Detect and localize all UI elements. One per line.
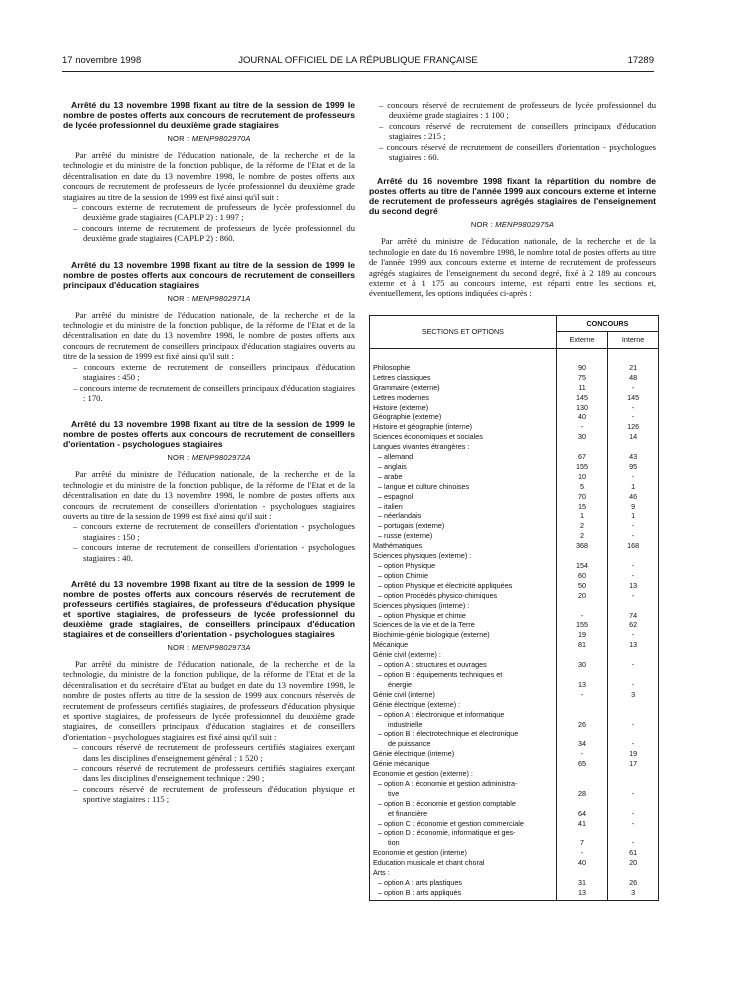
article-5 bbox=[369, 176, 656, 298]
section-label: Arts : bbox=[370, 868, 557, 878]
nor-reference: NOR : MENP9802970A bbox=[167, 134, 251, 143]
table-row bbox=[370, 878, 659, 888]
section-label: et financière bbox=[370, 809, 557, 819]
section-label: – option Physique et électricité appliquées bbox=[370, 581, 557, 591]
interne-value: 26 bbox=[608, 878, 659, 888]
section-label: – option B : arts appliqués bbox=[370, 888, 557, 898]
externe-value: 154 bbox=[556, 561, 607, 571]
list-item: – concours réservé de recrutement de professeurs de lycée professionnel du deuxième grade stagiaires : 1 100 ; bbox=[379, 100, 656, 121]
externe-value: 28 bbox=[556, 789, 607, 799]
externe-value: 26 bbox=[556, 720, 607, 730]
externe-value: 90 bbox=[556, 363, 607, 373]
section-label: – option B : électrotechnique et électronique bbox=[370, 729, 557, 739]
interne-value: 13 bbox=[608, 640, 659, 650]
interne-value: - bbox=[608, 838, 659, 848]
externe-value bbox=[556, 868, 607, 878]
interne-value: 1 bbox=[608, 511, 659, 521]
list-item: – concours réservé de recrutement de professeurs certifiés stagiaires exerçant dans les disciplines d'enseignement technique : 290 ; bbox=[73, 763, 355, 784]
section-label: – néerlandais bbox=[370, 511, 557, 521]
table-row bbox=[370, 660, 659, 670]
externe-value: 50 bbox=[556, 581, 607, 591]
interne-value: 20 bbox=[608, 858, 659, 868]
externe-header: Externe bbox=[556, 331, 607, 348]
section-label: – portugais (externe) bbox=[370, 521, 557, 531]
table-row bbox=[370, 531, 659, 541]
right-column bbox=[369, 100, 656, 901]
section-label: – option Procédés physico-chimiques bbox=[370, 591, 557, 601]
section-label: – option B : équipements techniques et bbox=[370, 670, 557, 680]
interne-value bbox=[608, 650, 659, 660]
table-row bbox=[370, 482, 659, 492]
interne-value bbox=[608, 769, 659, 779]
interne-value: 13 bbox=[608, 581, 659, 591]
table-row bbox=[370, 759, 659, 769]
list-item: – concours externe de recrutement de professeurs de lycée professionnel du deuxième grade stagiaires (CAPLP 2) : 1 997 ; bbox=[73, 202, 355, 223]
externe-value bbox=[556, 601, 607, 611]
section-label: Lettres classiques bbox=[370, 373, 557, 383]
interne-value: 168 bbox=[608, 541, 659, 551]
externe-value: 31 bbox=[556, 878, 607, 888]
externe-value: 19 bbox=[556, 630, 607, 640]
section-label: Grammaire (externe) bbox=[370, 383, 557, 393]
externe-value: 30 bbox=[556, 660, 607, 670]
section-label: Lettres modernes bbox=[370, 393, 557, 403]
interne-value: 17 bbox=[608, 759, 659, 769]
interne-value: - bbox=[608, 680, 659, 690]
section-label: – option A : arts plastiques bbox=[370, 878, 557, 888]
externe-value: - bbox=[556, 422, 607, 432]
table-row bbox=[370, 571, 659, 581]
table-row bbox=[370, 700, 659, 710]
list-item: – concours externe de recrutement de conseillers d'orientation - psychologues stagiaires : 150 ; bbox=[73, 521, 355, 542]
section-label: de puissance bbox=[370, 739, 557, 749]
externe-value bbox=[556, 442, 607, 452]
interne-value bbox=[608, 799, 659, 809]
externe-value: 11 bbox=[556, 383, 607, 393]
interne-value: - bbox=[608, 403, 659, 413]
table-row bbox=[370, 729, 659, 739]
interne-value: - bbox=[608, 630, 659, 640]
externe-value: 60 bbox=[556, 571, 607, 581]
table-row bbox=[370, 442, 659, 452]
externe-value: 1 bbox=[556, 511, 607, 521]
interne-value: - bbox=[608, 561, 659, 571]
table-row bbox=[370, 640, 659, 650]
table-row bbox=[370, 888, 659, 898]
article-title: Arrêté du 13 novembre 1998 fixant au titre de la session de 1999 le nombre de postes offerts aux concours réservés de recrutement de professeurs certifiés stagiaires, de professeurs d'éducation physique et sportive stagiaires, de professeurs de lycée professionnel du deuxième grade stagiaires, de conseillers principaux d'éducation stagiaires et de conseillers d'orientation - psychologues stagiaires bbox=[63, 578, 355, 639]
table-row bbox=[370, 432, 659, 442]
section-label: Génie civil (externe) : bbox=[370, 650, 557, 660]
interne-value: - bbox=[608, 472, 659, 482]
section-label: – allemand bbox=[370, 452, 557, 462]
section-label: Langues vivantes étrangères : bbox=[370, 442, 557, 452]
section-label: Sciences physiques (externe) : bbox=[370, 551, 557, 561]
article-body: Par arrêté du ministre de l'éducation nationale, de la recherche et de la technologie et du ministre de la fonction publique, de la réforme de l'Etat et de la décentralisation en date du 13 novembre 1998, le nombre de postes offerts aux concours de recrutement de professeurs de lycée professionnel du deuxième grade stagiaires au titre de la session de 1999 est fixé ainsi qu'il suit : bbox=[63, 150, 355, 202]
section-label: tive bbox=[370, 789, 557, 799]
externe-value: 130 bbox=[556, 403, 607, 413]
table-row bbox=[370, 363, 659, 373]
header-rule bbox=[62, 71, 654, 72]
interne-value bbox=[608, 729, 659, 739]
interne-value: - bbox=[608, 809, 659, 819]
table-row bbox=[370, 492, 659, 502]
interne-value: - bbox=[608, 819, 659, 829]
section-label: – arabe bbox=[370, 472, 557, 482]
section-label: Sciences de la vie et de la Terre bbox=[370, 620, 557, 630]
table-row bbox=[370, 630, 659, 640]
externe-value: 155 bbox=[556, 620, 607, 630]
externe-value bbox=[556, 729, 607, 739]
externe-value bbox=[556, 670, 607, 680]
section-label: Sciences économiques et sociales bbox=[370, 432, 557, 442]
table-row bbox=[370, 809, 659, 819]
table-row bbox=[370, 591, 659, 601]
externe-value: 145 bbox=[556, 393, 607, 403]
list-item: – concours externe de recrutement de conseillers principaux d'éducation stagiaires : 450 ; bbox=[73, 361, 355, 383]
list-item: – concours réservé de recrutement de conseillers d'orientation - psychologues stagiaires : 60. bbox=[379, 141, 656, 163]
page-header bbox=[62, 55, 654, 69]
table-row bbox=[370, 749, 659, 759]
externe-value: 67 bbox=[556, 452, 607, 462]
externe-value: - bbox=[556, 749, 607, 759]
section-label: – option Chimie bbox=[370, 571, 557, 581]
section-label: – option C : économie et gestion commerciale bbox=[370, 819, 557, 829]
externe-value bbox=[556, 779, 607, 789]
table-header-row bbox=[370, 315, 659, 331]
table-row bbox=[370, 581, 659, 591]
interne-value: 95 bbox=[608, 462, 659, 472]
externe-value: 30 bbox=[556, 432, 607, 442]
interne-value: 74 bbox=[608, 611, 659, 621]
table-row bbox=[370, 789, 659, 799]
table-row bbox=[370, 502, 659, 512]
concours-header: CONCOURS bbox=[556, 315, 658, 331]
nor-reference: NOR : MENP9802972A bbox=[167, 453, 251, 463]
externe-value: 368 bbox=[556, 541, 607, 551]
interne-value bbox=[608, 828, 659, 838]
externe-value: 40 bbox=[556, 412, 607, 422]
interne-value: 21 bbox=[608, 363, 659, 373]
interne-value: 61 bbox=[608, 848, 659, 858]
table-row bbox=[370, 472, 659, 482]
section-label: Economie et gestion (interne) bbox=[370, 848, 557, 858]
section-label: – option A : structures et ouvrages bbox=[370, 660, 557, 670]
externe-value: 15 bbox=[556, 502, 607, 512]
table-row bbox=[370, 779, 659, 789]
section-label: – russe (externe) bbox=[370, 531, 557, 541]
externe-value: 2 bbox=[556, 531, 607, 541]
section-label: – option D : économie, informatique et ges- bbox=[370, 828, 557, 838]
table-row bbox=[370, 670, 659, 680]
table-row bbox=[370, 452, 659, 462]
section-label: Histoire (externe) bbox=[370, 403, 557, 413]
section-label: – option A : électronique et informatique bbox=[370, 710, 557, 720]
externe-value: 13 bbox=[556, 888, 607, 898]
interne-value bbox=[608, 670, 659, 680]
table-row bbox=[370, 739, 659, 749]
section-label: – anglais bbox=[370, 462, 557, 472]
continuation-list bbox=[369, 100, 656, 162]
section-label: Histoire et géographie (interne) bbox=[370, 422, 557, 432]
header-page-number: 17289 bbox=[627, 55, 654, 66]
table-row bbox=[370, 541, 659, 551]
table-row bbox=[370, 720, 659, 730]
table-row bbox=[370, 373, 659, 383]
section-label: Education musicale et chant choral bbox=[370, 858, 557, 868]
table-row bbox=[370, 521, 659, 531]
interne-value: 19 bbox=[608, 749, 659, 759]
interne-value: 9 bbox=[608, 502, 659, 512]
list-item: – concours réservé de recrutement de conseillers principaux d'éducation stagiaires : 215 ; bbox=[379, 120, 656, 142]
sections-table bbox=[369, 315, 659, 901]
externe-value bbox=[556, 799, 607, 809]
interne-value: - bbox=[608, 720, 659, 730]
externe-value: 20 bbox=[556, 591, 607, 601]
table-row bbox=[370, 393, 659, 403]
table-row bbox=[370, 828, 659, 838]
section-label: Philosophie bbox=[370, 363, 557, 373]
section-label: – italien bbox=[370, 502, 557, 512]
table-row bbox=[370, 710, 659, 720]
interne-value bbox=[608, 601, 659, 611]
externe-value: 155 bbox=[556, 462, 607, 472]
section-label: Génie mécanique bbox=[370, 759, 557, 769]
list-item: – concours interne de recrutement de professeurs de lycée professionnel du deuxième grade stagiaires (CAPLP 2) : 860. bbox=[73, 222, 355, 244]
externe-value: 41 bbox=[556, 819, 607, 829]
table-row bbox=[370, 769, 659, 779]
sections-header: SECTIONS ET OPTIONS bbox=[370, 315, 557, 348]
interne-value bbox=[608, 442, 659, 452]
section-label: Sciences physiques (interne) : bbox=[370, 601, 557, 611]
article-title: Arrêté du 13 novembre 1998 fixant au titre de la session de 1999 le nombre de postes offerts aux concours de recrutement de professeurs de lycée professionnel du deuxième grade stagiaires bbox=[63, 100, 355, 130]
externe-value: 5 bbox=[556, 482, 607, 492]
section-label: – option Physique et chimie bbox=[370, 611, 557, 621]
table-row bbox=[370, 650, 659, 660]
article-title: Arrêté du 13 novembre 1998 fixant au titre de la session de 1999 le nombre de postes offerts aux concours de recrutement de conseillers d'orientation - psychologues stagiaires bbox=[63, 419, 355, 450]
externe-value bbox=[556, 551, 607, 561]
nor-reference: NOR : MENP9802971A bbox=[167, 293, 251, 303]
article-3 bbox=[63, 419, 355, 563]
interne-value: - bbox=[608, 789, 659, 799]
section-label: Génie électrique (externe) : bbox=[370, 700, 557, 710]
table-row bbox=[370, 412, 659, 422]
article-2 bbox=[63, 260, 355, 404]
table-row bbox=[370, 868, 659, 878]
externe-value: 64 bbox=[556, 809, 607, 819]
externe-value bbox=[556, 710, 607, 720]
interne-value: 3 bbox=[608, 690, 659, 700]
interne-value: - bbox=[608, 571, 659, 581]
externe-value: 70 bbox=[556, 492, 607, 502]
interne-value bbox=[608, 700, 659, 710]
table-row bbox=[370, 799, 659, 809]
externe-value: 13 bbox=[556, 680, 607, 690]
left-column bbox=[63, 100, 355, 821]
table-row bbox=[370, 611, 659, 621]
article-title: Arrêté du 16 novembre 1998 fixant la répartition du nombre de postes offerts au titre de l'année 1999 aux concours externe et interne de recrutement de professeurs agrégés stagiaires de l'enseignement du second degré bbox=[369, 176, 656, 217]
header-journal-title: JOURNAL OFFICIEL DE LA RÉPUBLIQUE FRANÇAISE bbox=[238, 55, 478, 66]
section-label: Géographie (externe) bbox=[370, 412, 557, 422]
article-body: Par arrêté du ministre de l'éducation nationale, de la recherche et de la technologie et du ministre de la fonction publique, de la réforme de l'Etat et de la décentralisation en date du 13 novembre 1998, le nombre de postes offerts aux concours de recrutement de conseillers d'orientation - psychologues stagiaires ouverts au titre de la session de 1999 est fixé ainsi qu'il suit : bbox=[63, 469, 355, 521]
article-body: Par arrêté du ministre de l'éducation nationale, de la recherche et de la technologie en date du 16 novembre 1998, le nombre total de postes offerts au titre de l'année 1999 aux concours externe et interne de recrutement de professeurs agrégés stagiaires de l'enseignement du second degré, fixé à 2 189 au concours externe et à 1 175 au concours interne, est réparti entre les sections et, éventuellement, les options indiquées ci-après : bbox=[369, 236, 656, 299]
externe-value: 10 bbox=[556, 472, 607, 482]
externe-value: - bbox=[556, 690, 607, 700]
externe-value: 65 bbox=[556, 759, 607, 769]
externe-value: - bbox=[556, 848, 607, 858]
section-label: Biochimie-génie biologique (externe) bbox=[370, 630, 557, 640]
interne-value: 145 bbox=[608, 393, 659, 403]
section-label: – option B : économie et gestion comptable bbox=[370, 799, 557, 809]
interne-value: - bbox=[608, 383, 659, 393]
section-label: énergie bbox=[370, 680, 557, 690]
section-label: Génie électrique (interne) bbox=[370, 749, 557, 759]
table-row bbox=[370, 601, 659, 611]
externe-value bbox=[556, 650, 607, 660]
interne-value: - bbox=[608, 660, 659, 670]
interne-value: 1 bbox=[608, 482, 659, 492]
interne-value bbox=[608, 779, 659, 789]
section-label: Mécanique bbox=[370, 640, 557, 650]
table-row bbox=[370, 511, 659, 521]
section-label: Mathématiques bbox=[370, 541, 557, 551]
list-item: – concours interne de recrutement de conseillers principaux d'éducation stagiaires : 170. bbox=[73, 382, 355, 403]
interne-value: - bbox=[608, 521, 659, 531]
table-row bbox=[370, 858, 659, 868]
article-1 bbox=[63, 100, 355, 244]
table-row bbox=[370, 403, 659, 413]
article-4 bbox=[63, 579, 355, 805]
interne-value bbox=[608, 868, 659, 878]
article-body: Par arrêté du ministre de l'éducation nationale, de la recherche et de la technologie, du ministre de la fonction publique, de la réforme de l'Etat et de la décentralisation et du secrétaire d'Etat au budget en date du 13 novembre 1998, le nombre de postes offerts au titre de la session de 1999 aux concours réservés de recrutement de professeurs certifiés stagiaires, de professeurs d'éducation physique et sportive stagiaires, de professeurs de lycée professionnel du deuxième grade stagiaires, de conseillers principaux d'éducation stagiaires et de conseillers d'orientation - psychologues stagiaires est fixé ainsi qu'il suit : bbox=[63, 658, 355, 742]
nor-reference: NOR : MENP9802975A bbox=[470, 220, 555, 230]
list-item: – concours réservé de recrutement de professeurs d'éducation physique et sportive stagiaires : 115 ; bbox=[73, 783, 355, 805]
externe-value: 75 bbox=[556, 373, 607, 383]
table-row bbox=[370, 819, 659, 829]
section-label: tion bbox=[370, 838, 557, 848]
table-row bbox=[370, 422, 659, 432]
externe-value: - bbox=[556, 611, 607, 621]
section-label: Economie et gestion (externe) : bbox=[370, 769, 557, 779]
interne-value: - bbox=[608, 739, 659, 749]
header-date: 17 novembre 1998 bbox=[62, 55, 142, 66]
list-item: – concours interne de recrutement de conseillers d'orientation - psychologues stagiaires : 40. bbox=[73, 542, 355, 563]
article-title: Arrêté du 13 novembre 1998 fixant au titre de la session de 1999 le nombre de postes offerts aux concours de recrutement de conseillers principaux d'éducation stagiaires bbox=[63, 259, 355, 290]
table-row bbox=[370, 848, 659, 858]
interne-value: 43 bbox=[608, 452, 659, 462]
section-label: Génie civil (interne) bbox=[370, 690, 557, 700]
section-label: – espagnol bbox=[370, 492, 557, 502]
table-row bbox=[370, 680, 659, 690]
section-label: – option A : économie et gestion administra- bbox=[370, 779, 557, 789]
nor-reference: NOR : MENP9802973A bbox=[167, 642, 251, 652]
table-row bbox=[370, 838, 659, 848]
externe-value: 34 bbox=[556, 739, 607, 749]
interne-value bbox=[608, 710, 659, 720]
externe-value bbox=[556, 828, 607, 838]
interne-value: - bbox=[608, 531, 659, 541]
externe-value: 40 bbox=[556, 858, 607, 868]
interne-value: 48 bbox=[608, 373, 659, 383]
interne-value: - bbox=[608, 412, 659, 422]
table-row bbox=[370, 620, 659, 630]
interne-value: - bbox=[608, 591, 659, 601]
table-row bbox=[370, 561, 659, 571]
externe-value: 7 bbox=[556, 838, 607, 848]
article-body: Par arrêté du ministre de l'éducation nationale, de la recherche et de la technologie et du ministre de la fonction publique, de la réforme de l'Etat et de la décentralisation en date du 13 novembre 1998, le nombre de postes offerts aux concours de recrutement de conseillers principaux d'éducation stagiaires ouverts au titre de la session de 1999 est fixé ainsi qu'il suit : bbox=[63, 309, 355, 362]
table-row bbox=[370, 462, 659, 472]
interne-value: 62 bbox=[608, 620, 659, 630]
interne-value: 14 bbox=[608, 432, 659, 442]
externe-value bbox=[556, 700, 607, 710]
interne-header: Interne bbox=[608, 331, 659, 348]
table-row bbox=[370, 551, 659, 561]
interne-value: 126 bbox=[608, 422, 659, 432]
section-label: industrielle bbox=[370, 720, 557, 730]
externe-value: 2 bbox=[556, 521, 607, 531]
section-label: – option Physique bbox=[370, 561, 557, 571]
externe-value bbox=[556, 769, 607, 779]
table-row bbox=[370, 383, 659, 393]
interne-value: 3 bbox=[608, 888, 659, 898]
interne-value bbox=[608, 551, 659, 561]
section-label: – langue et culture chinoises bbox=[370, 482, 557, 492]
table-row bbox=[370, 690, 659, 700]
externe-value: 81 bbox=[556, 640, 607, 650]
list-item: – concours réservé de recrutement de professeurs certifiés stagiaires exerçant dans les disciplines d'enseignement général : 1 520 ; bbox=[73, 742, 355, 763]
interne-value: 46 bbox=[608, 492, 659, 502]
